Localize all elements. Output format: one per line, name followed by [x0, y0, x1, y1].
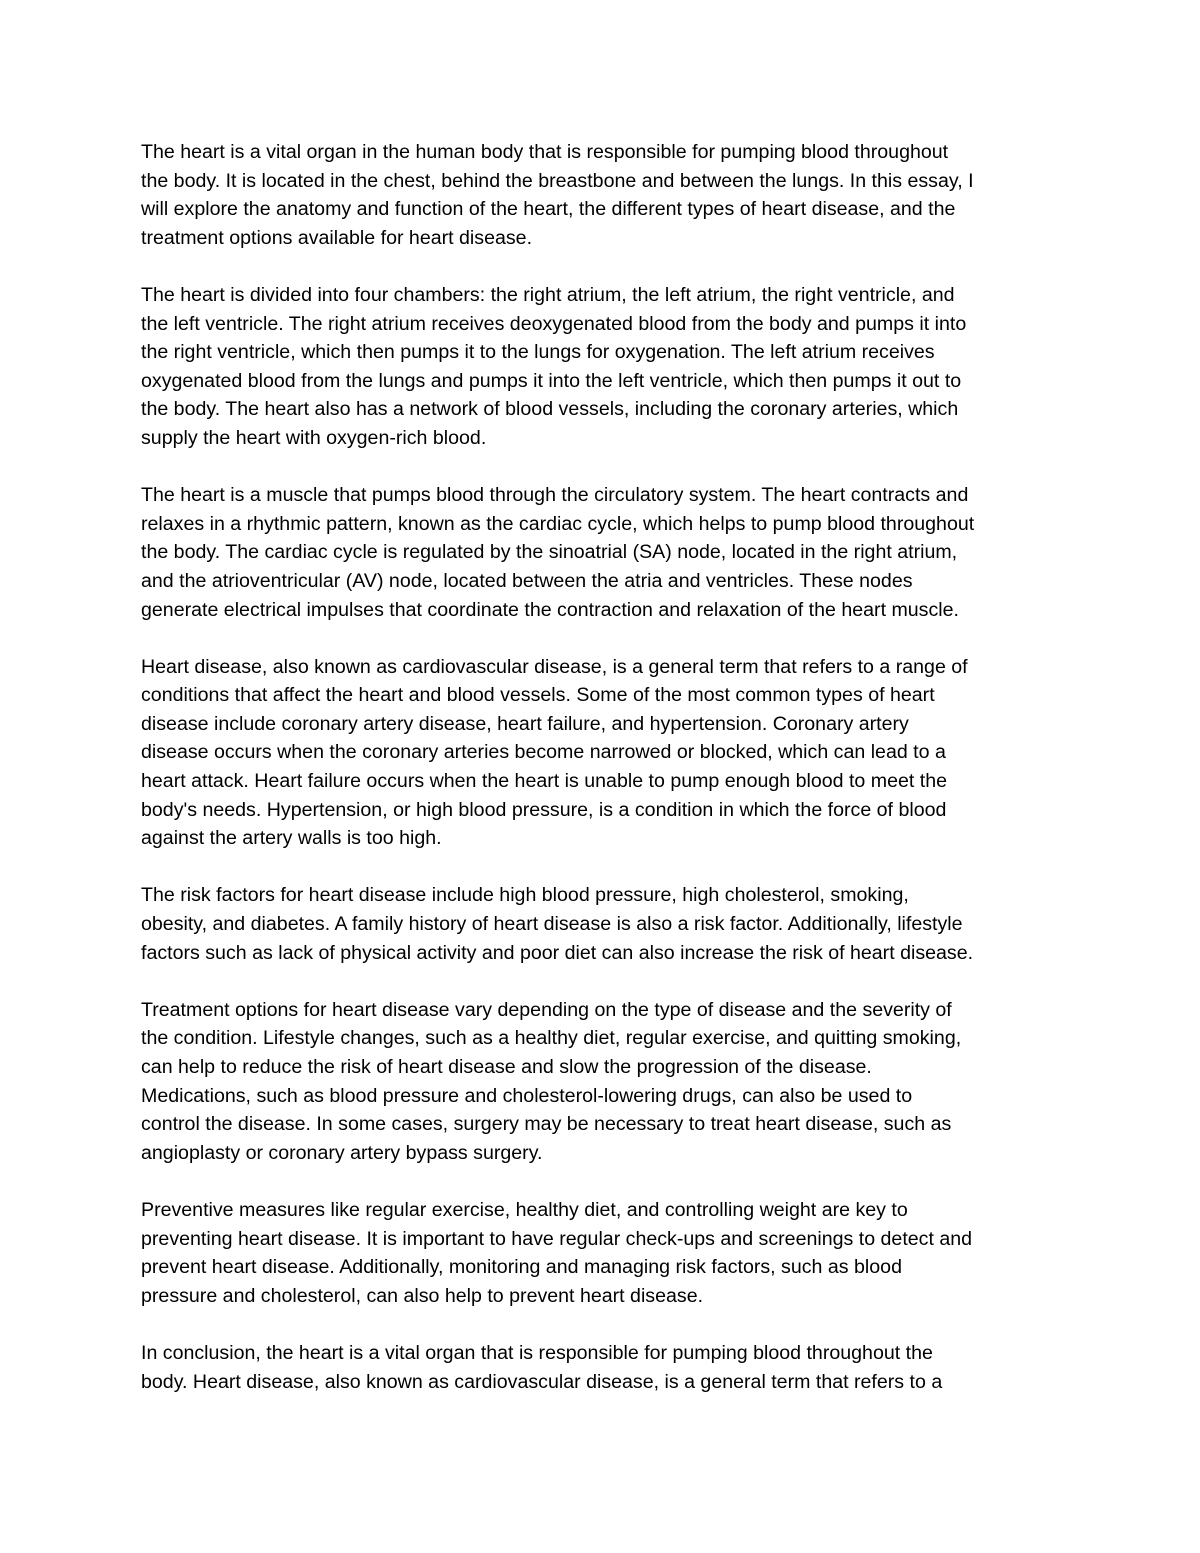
text-line: can help to reduce the risk of heart disease and slow the progression of the disease. [141, 1056, 872, 1078]
paragraph-conclusion [141, 1339, 1066, 1396]
text-line: obesity, and diabetes. A family history of heart disease is also a risk factor. Additionally, lifestyle [141, 913, 963, 936]
text-line: body. Heart disease, also known as cardiovascular disease, is a general term that refers to a [141, 1370, 943, 1393]
text-line: Treatment options for heart disease vary depending on the type of disease and the severity of [141, 998, 952, 1021]
text-line: the condition. Lifestyle changes, such as a healthy diet, regular exercise, and quitting smoking, [141, 1027, 962, 1050]
text-line: heart attack. Heart failure occurs when the heart is unable to pump enough blood to meet the [141, 770, 948, 793]
text-line: against the artery walls is too high. [141, 827, 442, 850]
text-line: supply the heart with oxygen-rich blood. [141, 426, 487, 449]
text-line: factors such as lack of physical activity and poor diet can also increase the risk of heart disease. [141, 941, 974, 964]
paragraph-risk-factors [141, 881, 1066, 967]
text-line: pressure and cholesterol, can also help to prevent heart disease. [141, 1284, 704, 1307]
text-line: body's needs. Hypertension, or high blood pressure, is a condition in which the force of blood [141, 798, 947, 821]
text-line: In conclusion, the heart is a vital organ that is responsible for pumping blood throughout the [141, 1341, 933, 1364]
text-line: treatment options available for heart disease. [141, 226, 533, 249]
text-line: prevent heart disease. Additionally, monitoring and managing risk factors, such as blood [141, 1256, 902, 1279]
text-line: angioplasty or coronary artery bypass surgery. [141, 1141, 543, 1164]
text-line: the right ventricle, which then pumps it to the lungs for oxygenation. The left atrium receives [141, 341, 935, 364]
text-line: generate electrical impulses that coordinate the contraction and relaxation of the heart muscle. [141, 598, 959, 621]
text-line: Medications, such as blood pressure and cholesterol-lowering drugs, can also be used to [141, 1084, 913, 1107]
paragraph-introduction [141, 138, 1066, 252]
paragraph-treatment [141, 996, 1066, 1168]
text-line: Preventive measures like regular exercise, healthy diet, and controlling weight are key to [141, 1198, 908, 1221]
text-line: control the disease. In some cases, surgery may be necessary to treat heart disease, such as [141, 1113, 952, 1136]
text-line: The risk factors for heart disease include high blood pressure, high cholesterol, smoking, [141, 884, 909, 907]
paragraph-anatomy [141, 281, 1066, 453]
text-line: disease include coronary artery disease, heart failure, and hypertension. Coronary artery [141, 712, 909, 735]
text-line: will explore the anatomy and function of the heart, the different types of heart disease, and the [141, 198, 956, 221]
paragraph-heart-disease [141, 653, 1066, 853]
paragraph-prevention [141, 1196, 1066, 1310]
text-line: the body. It is located in the chest, behind the breastbone and between the lungs. In this essay, I [141, 169, 974, 192]
text-line: the left ventricle. The right atrium receives deoxygenated blood from the body and pumps it into [141, 312, 967, 335]
text-line: and the atrioventricular (AV) node, located between the atria and ventricles. These nodes [141, 569, 913, 592]
text-line: Heart disease, also known as cardiovascular disease, is a general term that refers to a range of [141, 655, 968, 678]
text-line: The heart is a muscle that pumps blood through the circulatory system. The heart contracts and [141, 484, 969, 507]
document-body [141, 138, 1066, 1425]
text-line: the body. The heart also has a network of blood vessels, including the coronary arteries, which [141, 398, 959, 421]
text-line: relaxes in a rhythmic pattern, known as the cardiac cycle, which helps to pump blood throughout [141, 512, 975, 535]
text-line: oxygenated blood from the lungs and pumps it into the left ventricle, which then pumps it out to [141, 369, 962, 392]
text-line: disease occurs when the coronary arteries become narrowed or blocked, which can lead to a [141, 741, 946, 764]
text-line: preventing heart disease. It is important to have regular check-ups and screenings to detect and [141, 1227, 973, 1250]
text-line: the body. The cardiac cycle is regulated by the sinoatrial (SA) node, located in the right atrium, [141, 541, 958, 564]
paragraph-function [141, 481, 1066, 624]
text-line: conditions that affect the heart and blood vessels. Some of the most common types of heart [141, 684, 935, 707]
text-line: The heart is divided into four chambers: the right atrium, the left atrium, the right ventricle, and [141, 283, 955, 306]
text-line: The heart is a vital organ in the human body that is responsible for pumping blood throughout [141, 141, 949, 163]
